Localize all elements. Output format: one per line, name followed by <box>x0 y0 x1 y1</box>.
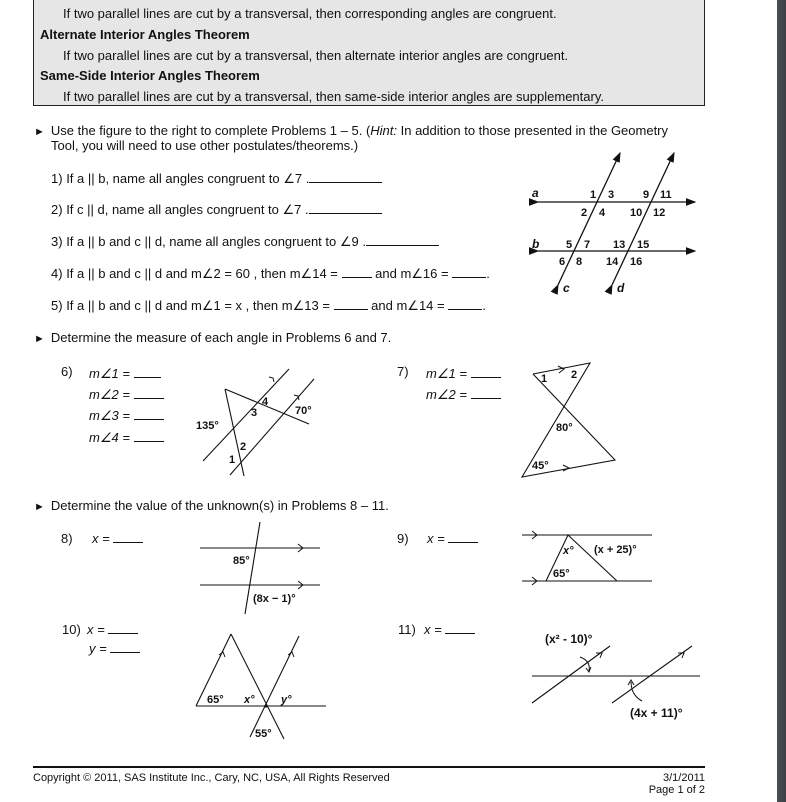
answer-blank[interactable] <box>309 171 382 183</box>
line-label-c: c <box>563 281 570 295</box>
svg-text:(x² - 10)°: (x² - 10)° <box>545 632 593 646</box>
svg-text:16: 16 <box>630 256 643 268</box>
p9-x: x = <box>427 531 478 546</box>
section1-intro: ► Use the figure to the right to complete Problems 1 – 5. (Hint: In addition to those presented in the Geometry <box>34 123 669 138</box>
p10-x: x = <box>87 622 138 637</box>
problem-8-number: 8) <box>61 531 73 546</box>
answer-blank[interactable] <box>134 408 164 420</box>
svg-text:4: 4 <box>599 207 606 219</box>
p6-angle1: m∠1 = <box>89 366 161 382</box>
answer-blank[interactable] <box>309 202 382 214</box>
problem-4: 4) If a || b and c || d and m∠2 = 60 , then m∠14 = and m∠16 = . <box>51 266 490 281</box>
answer-blank[interactable] <box>448 298 482 310</box>
answer-blank[interactable] <box>134 387 164 399</box>
svg-text:2: 2 <box>581 207 588 219</box>
svg-text:2: 2 <box>571 369 578 381</box>
svg-text:45°: 45° <box>532 460 549 472</box>
svg-text:70°: 70° <box>295 405 312 417</box>
problem-11-number: 11) <box>398 622 416 637</box>
answer-blank[interactable] <box>452 266 486 278</box>
footer-date: 3/1/2011 <box>662 772 705 784</box>
svg-text:(8x − 1)°: (8x − 1)° <box>253 593 296 605</box>
corresponding-angles-statement: If two parallel lines are cut by a transversal, then corresponding angles are congruent. <box>63 6 557 21</box>
svg-text:1: 1 <box>541 373 548 385</box>
svg-text:(x + 25)°: (x + 25)° <box>594 544 637 556</box>
answer-blank[interactable] <box>448 531 478 543</box>
bullet-icon: ► <box>34 333 45 345</box>
svg-text:6: 6 <box>559 256 566 268</box>
svg-text:80°: 80° <box>556 422 573 434</box>
line-label-d: d <box>617 281 625 295</box>
problem-6-figure <box>190 365 330 480</box>
problem-11-figure <box>530 625 710 725</box>
problem-10-number: 10) <box>62 622 81 637</box>
p7-angle2: m∠2 = <box>426 387 501 403</box>
svg-text:135°: 135° <box>196 420 219 432</box>
problem-3: 3) If a || b and c || d, name all angles congruent to ∠9 . <box>51 234 439 250</box>
svg-text:85°: 85° <box>233 555 250 567</box>
answer-blank[interactable] <box>113 531 143 543</box>
svg-text:15: 15 <box>637 239 650 251</box>
svg-text:1: 1 <box>590 189 597 201</box>
p7-angle1: m∠1 = <box>426 366 501 382</box>
problem-10-figure <box>190 625 340 750</box>
svg-text:2: 2 <box>240 441 247 453</box>
svg-text:3: 3 <box>608 189 615 201</box>
answer-blank[interactable] <box>134 366 161 378</box>
svg-text:14: 14 <box>606 256 619 268</box>
scrollbar[interactable] <box>777 0 786 802</box>
problem-7-number: 7) <box>397 364 409 379</box>
problem-9-figure <box>510 520 660 590</box>
svg-text:5: 5 <box>566 239 573 251</box>
svg-text:65°: 65° <box>207 694 224 706</box>
svg-text:3: 3 <box>251 407 258 419</box>
problem-8-figure <box>190 520 330 615</box>
p6-angle2: m∠2 = <box>89 387 164 403</box>
svg-text:11: 11 <box>660 189 672 201</box>
same-side-title: Same-Side Interior Angles Theorem <box>40 68 260 83</box>
svg-text:x°: x° <box>563 545 574 557</box>
parallel-lines-figure <box>520 145 700 295</box>
section3-intro: ► Determine the value of the unknown(s) in Problems 8 – 11. <box>34 498 389 513</box>
svg-text:4: 4 <box>262 396 269 408</box>
svg-text:55°: 55° <box>255 728 272 740</box>
bullet-icon: ► <box>34 126 45 138</box>
page-number: Page 1 of 2 <box>648 784 705 796</box>
svg-text:10: 10 <box>630 207 643 219</box>
svg-text:y°: y° <box>281 694 292 706</box>
answer-blank[interactable] <box>445 622 475 634</box>
p6-angle3: m∠3 = <box>89 408 164 424</box>
section2-intro: ► Determine the measure of each angle in Problems 6 and 7. <box>34 330 392 345</box>
svg-text:8: 8 <box>576 256 583 268</box>
alt-interior-title: Alternate Interior Angles Theorem <box>40 27 250 42</box>
answer-blank[interactable] <box>108 622 138 634</box>
problem-9-number: 9) <box>397 531 409 546</box>
svg-text:13: 13 <box>613 239 626 251</box>
answer-blank[interactable] <box>110 641 140 653</box>
alt-interior-statement: If two parallel lines are cut by a transversal, then alternate interior angles are congruent. <box>63 48 569 63</box>
problem-2: 2) If c || d, name all angles congruent to ∠7 . <box>51 202 382 218</box>
problem-6-number: 6) <box>61 364 73 379</box>
answer-blank[interactable] <box>334 298 368 310</box>
svg-text:1: 1 <box>229 454 236 466</box>
problem-1: 1) If a || b, name all angles congruent to ∠7 . <box>51 171 382 187</box>
p11-x: x = <box>424 622 475 637</box>
answer-blank[interactable] <box>134 430 164 442</box>
svg-text:(4x + 11)°: (4x + 11)° <box>630 706 683 720</box>
copyright: Copyright © 2011, SAS Institute Inc., Cary, NC, USA, All Rights Reserved <box>33 772 390 784</box>
problem-5: 5) If a || b and c || d and m∠1 = x , then m∠13 = and m∠14 = . <box>51 298 486 313</box>
p8-x: x = <box>92 531 143 546</box>
section1-intro-cont: Tool, you will need to use other postulates/theorems.) <box>51 138 359 153</box>
svg-text:12: 12 <box>653 207 666 219</box>
line-label-b: b <box>532 237 540 251</box>
p6-angle4: m∠4 = <box>89 430 164 446</box>
bullet-icon: ► <box>34 501 45 513</box>
svg-text:9: 9 <box>643 189 650 201</box>
same-side-statement: If two parallel lines are cut by a transversal, then same-side interior angles are supplementary. <box>63 89 604 104</box>
svg-text:x°: x° <box>244 694 255 706</box>
answer-blank[interactable] <box>342 266 372 278</box>
svg-text:7: 7 <box>584 239 591 251</box>
problem-7-figure <box>390 355 630 485</box>
footer-divider <box>33 766 705 768</box>
p10-y: y = <box>89 641 140 656</box>
line-label-a: a <box>532 186 539 200</box>
answer-blank[interactable] <box>366 234 439 246</box>
svg-text:65°: 65° <box>553 568 570 580</box>
